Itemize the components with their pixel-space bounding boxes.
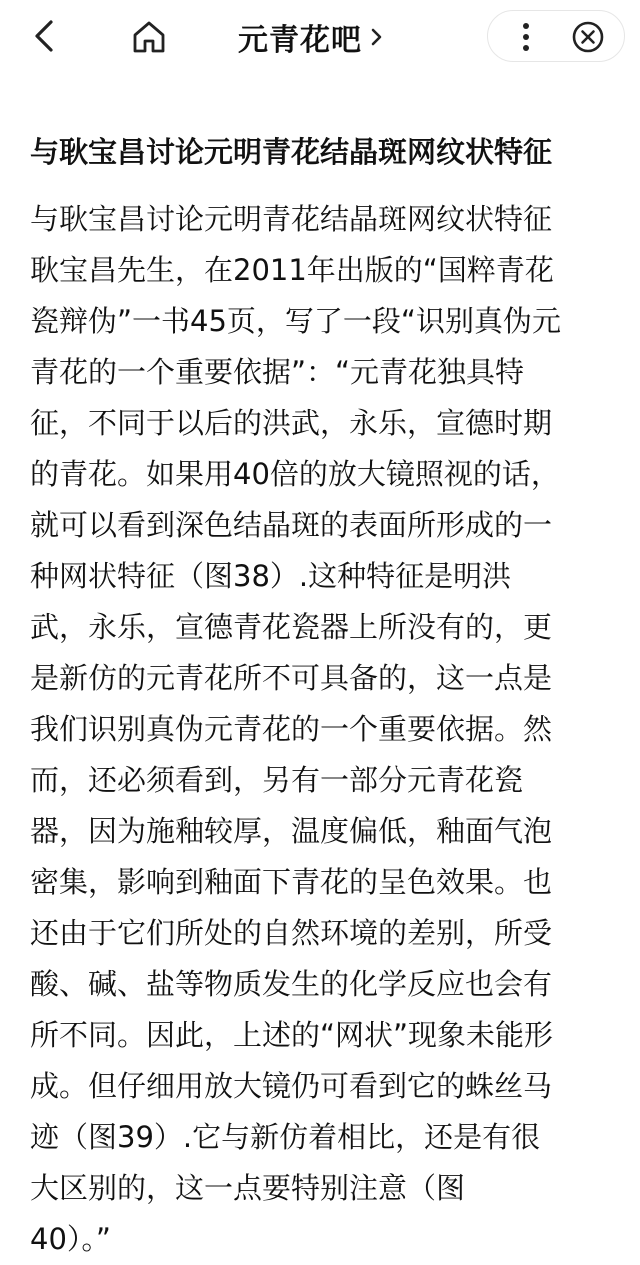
- top-navigation-bar: [0, 0, 640, 76]
- post-body-line: 而，还必须看到，另有一部分元青花瓷: [30, 763, 524, 797]
- post-body-line: 青花的一个重要依据”：“元青花独具特: [30, 355, 525, 389]
- post-body-line: 还由于它们所处的自然环境的差别，所受: [30, 916, 553, 950]
- close-button[interactable]: [566, 15, 610, 59]
- home-button[interactable]: [126, 14, 172, 60]
- close-circle-icon: [571, 20, 605, 54]
- post-body-line: 40）。”: [30, 1222, 111, 1256]
- post-body-line: 武，永乐，宣德青花瓷器上所没有的，更: [30, 610, 553, 644]
- post-body-line: 种网状特征（图38）.这种特征是明洪: [30, 559, 512, 593]
- post-body-line: 耿宝昌先生，在2011年出版的“国粹青花: [30, 253, 554, 287]
- back-button[interactable]: [22, 14, 66, 58]
- post-body-line: 是新仿的元青花所不可具备的，这一点是: [30, 661, 553, 695]
- post-body-line: 酸、碱、盐等物质发生的化学反应也会有: [30, 967, 553, 1001]
- home-icon: [131, 19, 167, 55]
- mini-program-capsule: [487, 10, 625, 62]
- post-body-line: 征，不同于以后的洪武，永乐，宣德时期: [30, 406, 553, 440]
- more-vertical-icon: [522, 22, 530, 52]
- post-body-line: 迹（图39）.它与新仿着相比，还是有很: [30, 1120, 541, 1154]
- post-body: [30, 194, 620, 1265]
- post-body-line: 我们识别真伪元青花的一个重要依据。然: [30, 712, 553, 746]
- more-button[interactable]: [506, 15, 546, 59]
- forum-title-link[interactable]: [238, 14, 382, 60]
- post-title: 与耿宝昌讨论元明青花结晶斑网纹状特征: [30, 135, 553, 169]
- post-body-line: 瓷辩伪”一书45页，写了一段“识别真伪元: [30, 304, 561, 338]
- post-body-line: 所不同。因此，上述的“网状”现象未能形: [30, 1018, 554, 1052]
- post-body-line: 的青花。如果用40倍的放大镜照视的话，: [30, 457, 560, 491]
- post-body-line: 密集，影响到釉面下青花的呈色效果。也: [30, 865, 553, 899]
- post-body-line: 就可以看到深色结晶斑的表面所形成的一: [30, 508, 553, 542]
- back-chevron-icon: [33, 19, 55, 53]
- post-body-line: 成。但仔细用放大镜仍可看到它的蛛丝马: [30, 1069, 553, 1103]
- post-body-line: 器，因为施釉较厚，温度偏低，釉面气泡: [30, 814, 553, 848]
- post-body-line: 大区别的，这一点要特别注意（图: [30, 1171, 466, 1205]
- forum-title: 元青花吧: [238, 23, 362, 58]
- chevron-right-icon: [370, 27, 382, 47]
- post-body-line: 与耿宝昌讨论元明青花结晶斑网纹状特征: [30, 202, 553, 236]
